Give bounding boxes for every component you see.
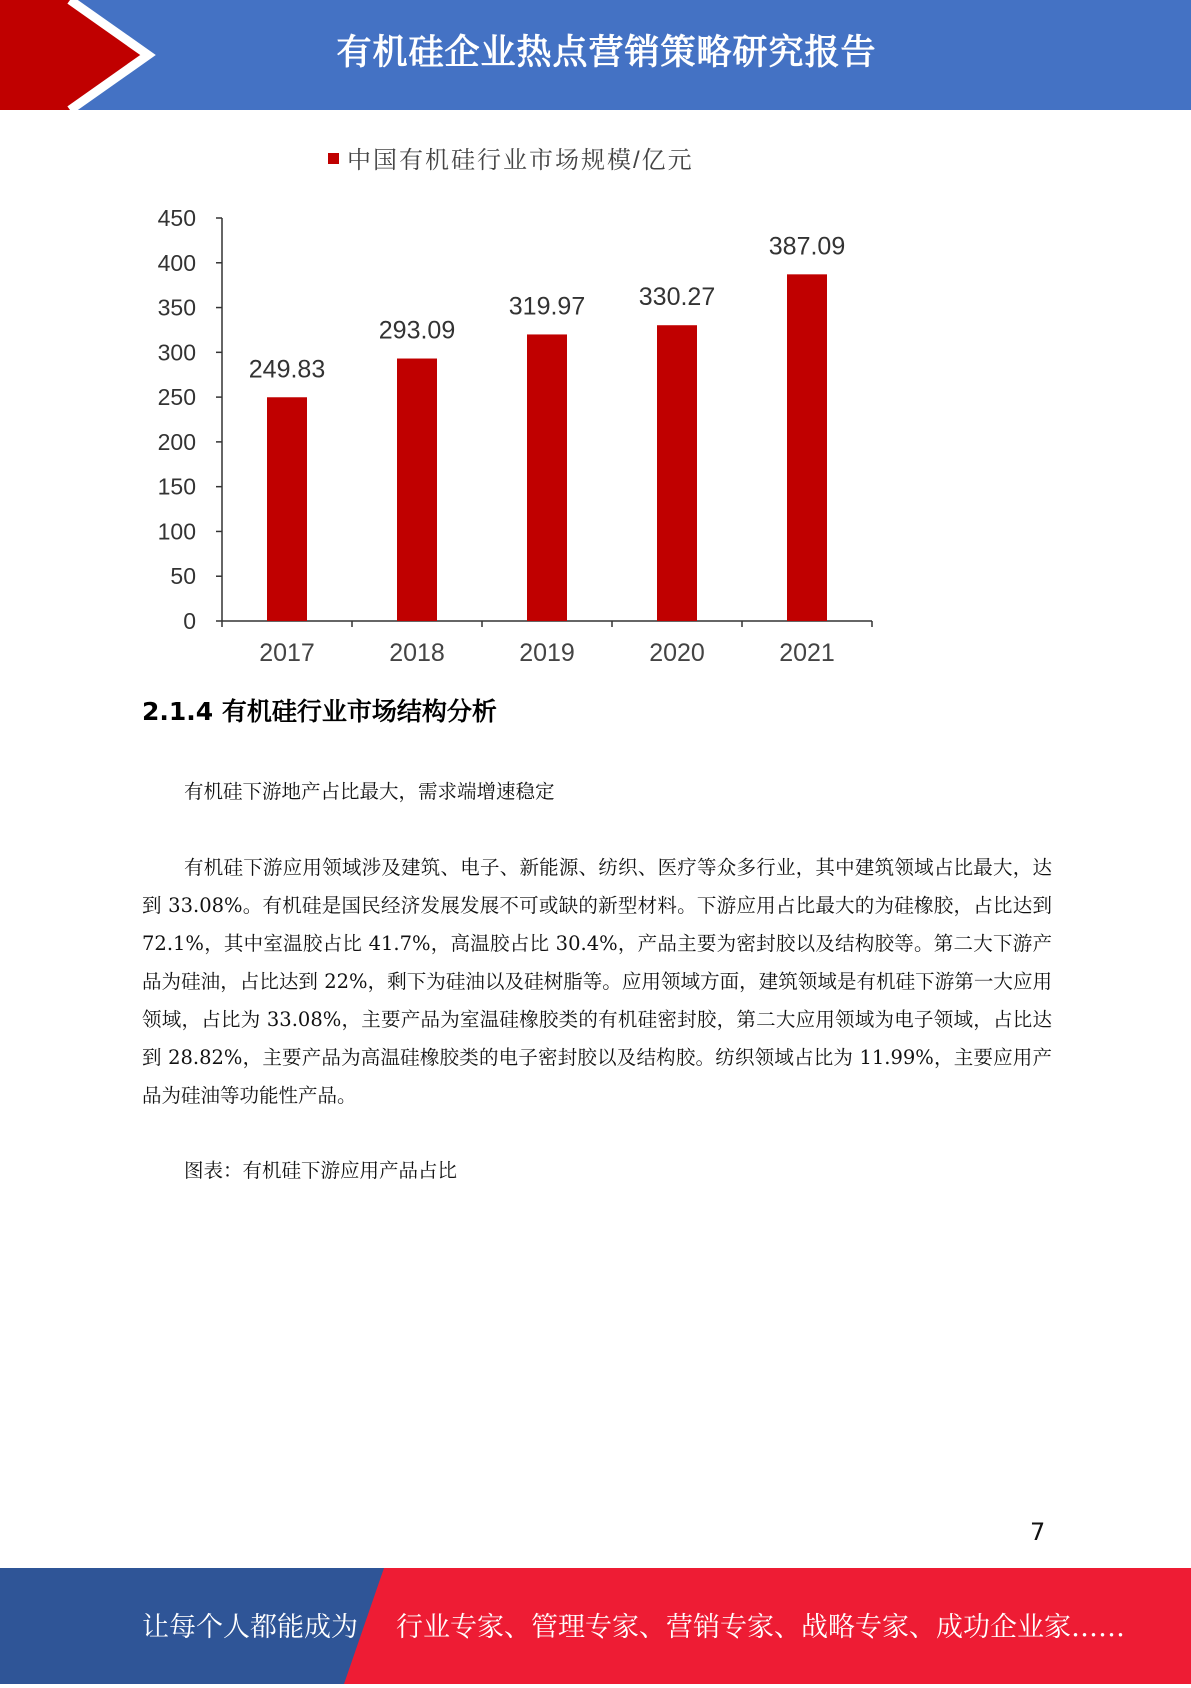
- body-paragraph: 有机硅下游应用领域涉及建筑、电子、新能源、纺织、医疗等众多行业，其中建筑领域占比最大，达到 33.08%。有机硅是国民经济发展发展不可或缺的新型材料。下游应用占比最大的为硅橡胶，占比达到 72.1%，其中室温胶占比 41.7%，高温胶占比 30.4%，产品主要为密封胶以及结构胶等。第二大下游产品为硅油，占比达到 22%，剩下为硅油以及硅树脂等。应用领域方面，建筑领域是有机硅下游第一大应用领域，占比为 33.08%，主要产品为室温硅橡胶类的有机硅密封胶，第二大应用领域为电子领域，占比达到 28.82%，主要产品为高温硅橡胶类的电子密封胶以及结构胶。纺织领域占比为 11.99%，主要应用产品为硅油等功能性产品。: [142, 856, 1052, 1107]
- x-tick-label: 2021: [779, 639, 835, 667]
- section-heading: 2.1.4 有机硅行业市场结构分析: [142, 697, 497, 726]
- bar: [527, 334, 567, 621]
- bar-value-label: 330.27: [638, 283, 716, 312]
- lead-sentence: 有机硅下游地产占比最大，需求端增速稳定: [184, 780, 555, 803]
- y-tick-label: 50: [170, 563, 196, 590]
- x-tick-label: 2018: [389, 639, 445, 667]
- page-footer: [0, 1568, 1191, 1684]
- footer-slogan-roles: 行业专家、管理专家、营销专家、战略专家、成功企业家……: [396, 1612, 1125, 1643]
- y-tick-label: 100: [157, 518, 196, 545]
- x-tick-label: 2020: [649, 639, 705, 667]
- bar-value-label: 387.09: [768, 232, 846, 261]
- bar: [657, 325, 697, 621]
- y-tick-label: 350: [157, 294, 196, 321]
- bar: [787, 274, 827, 621]
- figure-caption: 图表：有机硅下游应用产品占比: [184, 1159, 458, 1182]
- x-tick-label: 2017: [259, 639, 315, 667]
- footer-slogan-lead: 让每个人都能成为: [142, 1612, 358, 1643]
- bar-chart-svg: [130, 135, 890, 680]
- y-tick-label: 150: [157, 473, 196, 500]
- bar: [397, 359, 437, 621]
- y-tick-label: 200: [157, 428, 196, 455]
- bar-value-label: 249.83: [248, 355, 326, 384]
- market-size-chart: [130, 135, 890, 680]
- x-tick-label: 2019: [519, 639, 575, 667]
- legend-label: 中国有机硅行业市场规模/亿元: [347, 147, 694, 174]
- y-tick-label: 300: [157, 339, 196, 366]
- y-tick-label: 400: [157, 249, 196, 276]
- document-title: 有机硅企业热点营销策略研究报告: [336, 33, 877, 73]
- legend-swatch: [328, 153, 339, 164]
- bar-value-label: 293.09: [378, 316, 456, 345]
- page-number: 7: [1030, 1518, 1046, 1546]
- bar: [267, 397, 307, 621]
- y-tick-label: 250: [157, 384, 196, 411]
- bar-value-label: 319.97: [508, 292, 586, 321]
- page-header: [0, 0, 1191, 110]
- y-tick-label: 0: [183, 608, 196, 634]
- y-tick-label: 450: [157, 205, 196, 231]
